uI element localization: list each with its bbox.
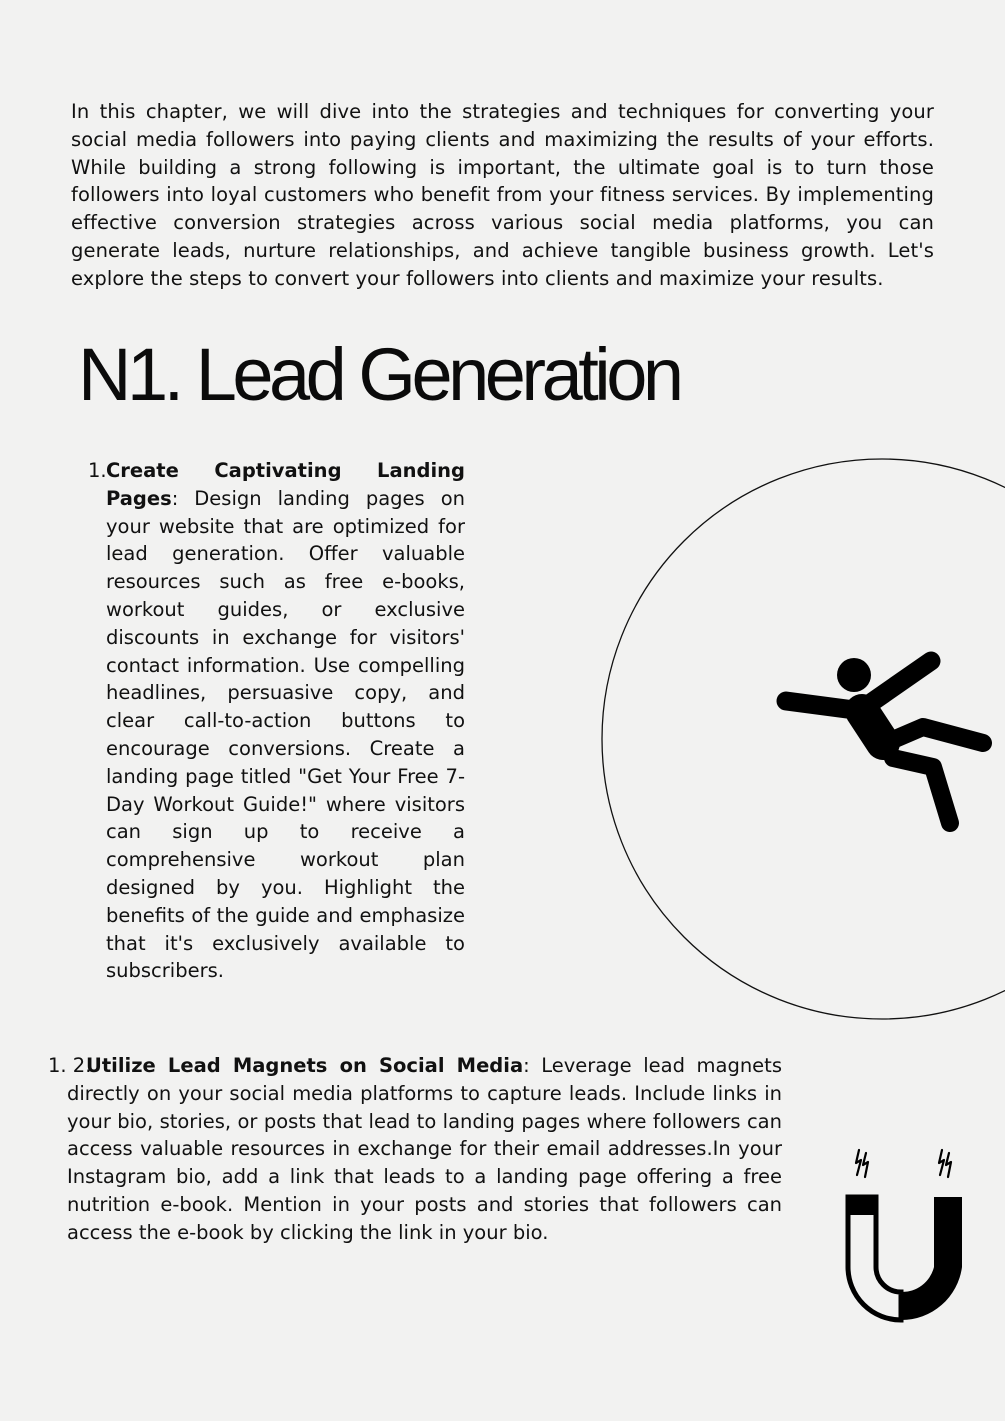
list-item-text: : Design landing pages on your website that are optimized for lead generation. Offer valuable resources such as free e-books, workout guides, or exclusive discounts in exchange for visitors' contact information. Use compelling headlines, persuasive copy, and clear call-to-action buttons to encourage conversions. Create a landing page titled "Get Your Free 7-Day Workout Guide!" where visitors can sign up to receive a comprehensive workout plan designed by you. Highlight the benefits of the guide and emphasize that it's exclusively available to subscribers. [106, 486, 465, 983]
list-item-body [67, 1052, 782, 1247]
magnet-illustration [838, 1145, 968, 1329]
intro-paragraph: In this chapter, we will dive into the strategies and techniques for converting your social media followers into paying clients and maximizing the results of your efforts. While building a strong following is important, the ultimate goal is to turn those followers into loyal customers who benefit from your fitness services. By implementing effective conversion strategies across various social media platforms, you can generate leads, nurture relationships, and achieve tangible business growth. Let's explore the steps to convert your followers into clients and maximize your results. [71, 100, 934, 290]
list-item [48, 1052, 782, 1247]
falling-person-icon [786, 658, 983, 823]
list-item-number: 1. 2. [48, 1054, 92, 1077]
list-item-title: Utilize Lead Magnets on Social Media [86, 1054, 524, 1077]
list-item-body [106, 457, 465, 985]
falling-person-illustration [600, 455, 1005, 1029]
list-item-text: : Leverage lead magnets directly on your social media platforms to capture leads. Include links in your bio, stories, or posts that lead to landing pages where followers can access valuable resources in exchange for their email addresses.In your Instagram bio, add a link that leads to a landing page offering a free nutrition e-book. Mention in your posts and stories that followers can access the e-book by clicking the link in your bio. [67, 1054, 782, 1244]
list-item [88, 457, 465, 985]
magnet-icon [838, 1145, 968, 1325]
list-item-number: 1. [88, 459, 107, 482]
list-item-title: Create Captivating Landing Pages [106, 459, 465, 510]
section-heading: N1. Lead Generation [78, 333, 680, 416]
